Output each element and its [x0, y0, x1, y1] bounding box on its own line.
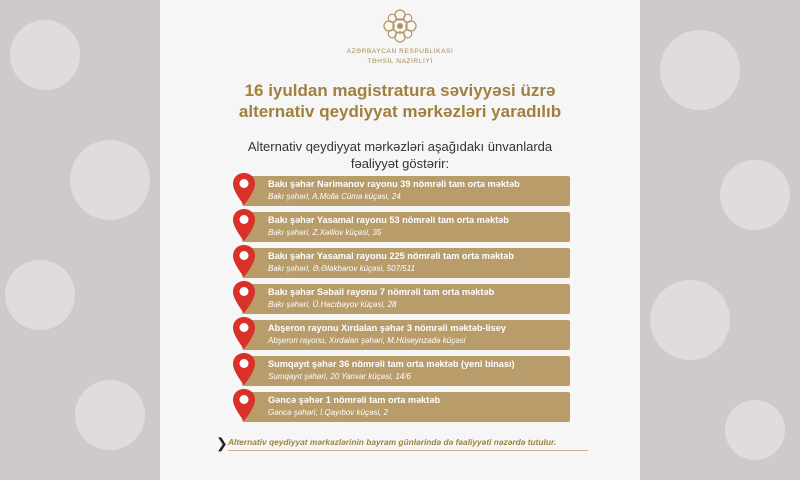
center-bar — [242, 356, 570, 386]
center-bar — [242, 248, 570, 278]
location-pin-icon — [232, 352, 256, 386]
center-item — [232, 284, 572, 314]
center-name: Bakı şəhər Səbail rayonu 7 nömrəli tam orta məktəb — [268, 287, 495, 297]
center-name: Bakı şəhər Yasamal rayonu 53 nömrəli tam orta məktəb — [268, 215, 509, 225]
center-bar — [242, 284, 570, 314]
holiday-note — [216, 436, 616, 450]
center-item — [232, 176, 572, 206]
center-item — [232, 356, 572, 386]
center-address: Bakı şəhəri, Ə.Ələkbərov küçəsi, 507/511 — [268, 264, 416, 273]
note-text: Alternativ qeydiyyat mərkəzlərinin bayram günlərində də fəaliyyəti nəzərdə tutulur. — [228, 437, 557, 447]
center-item — [232, 248, 572, 278]
title-line1: 16 iyuldan magistratura səviyyəsi üzrə — [244, 81, 556, 100]
title-line2: alternativ qeydiyyat mərkəzləri yaradılıb — [238, 102, 562, 121]
center-name: Bakı şəhər Nərimanov rayonu 39 nömrəli tam orta məktəb — [268, 179, 520, 189]
center-bar — [242, 212, 570, 242]
ministry-name-line2: TƏHSİL NAZİRLİYİ — [367, 58, 433, 65]
center-address: Sumqayıt şəhəri, 20 Yanvar küçəsi, 14/6 — [268, 372, 411, 381]
center-address: Gəncə şəhəri, İ.Qayıbov küçəsi, 2 — [268, 408, 389, 417]
chevron-right-icon: ❯ — [216, 435, 228, 451]
center-name: Abşeron rayonu Xırdalan şəhər 3 nömrəli məktəb-lisey — [268, 323, 506, 333]
intro-text — [160, 138, 640, 172]
center-item — [232, 212, 572, 242]
emblem-icon — [380, 6, 420, 46]
page-title — [160, 80, 640, 122]
location-pin-icon — [232, 208, 256, 242]
note-underline — [228, 450, 588, 451]
center-item — [232, 392, 572, 422]
center-bar — [242, 320, 570, 350]
location-pin-icon — [232, 388, 256, 422]
intro-line2: fəaliyyət göstərir: — [350, 156, 450, 171]
center-name: Sumqayıt şəhər 36 nömrəli tam orta məktəb (yeni binası) — [268, 359, 515, 369]
ministry-name-line1: AZƏRBAYCAN RESPUBLİKASI — [346, 48, 454, 55]
location-pin-icon — [232, 172, 256, 206]
ministry-logo — [160, 6, 640, 66]
location-pin-icon — [232, 280, 256, 314]
center-name: Gəncə şəhər 1 nömrəli tam orta məktəb — [268, 395, 441, 405]
center-name: Bakı şəhər Yasamal rayonu 225 nömrəli tam orta məktəb — [268, 251, 514, 261]
center-bar — [242, 392, 570, 422]
center-address: Bakı şəhəri, A.Molla Cümə küçəsi, 24 — [268, 192, 401, 201]
center-address: Abşeron rayonu, Xırdalan şəhəri, M.Hüseynzadə küçəsi — [268, 336, 466, 345]
center-bar — [242, 176, 570, 206]
center-address: Bakı şəhəri, Ü.Hacıbəyov küçəsi, 28 — [268, 300, 397, 309]
location-pin-icon — [232, 316, 256, 350]
intro-line1: Alternativ qeydiyyat mərkəzləri aşağıdakı ünvanlarda — [247, 139, 553, 154]
center-list — [232, 176, 572, 428]
center-address: Bakı şəhəri, Z.Xəlilov küçəsi, 35 — [268, 228, 382, 237]
center-item — [232, 320, 572, 350]
location-pin-icon — [232, 244, 256, 278]
background-right — [640, 0, 800, 480]
background-left — [0, 0, 160, 480]
info-card — [160, 0, 640, 480]
